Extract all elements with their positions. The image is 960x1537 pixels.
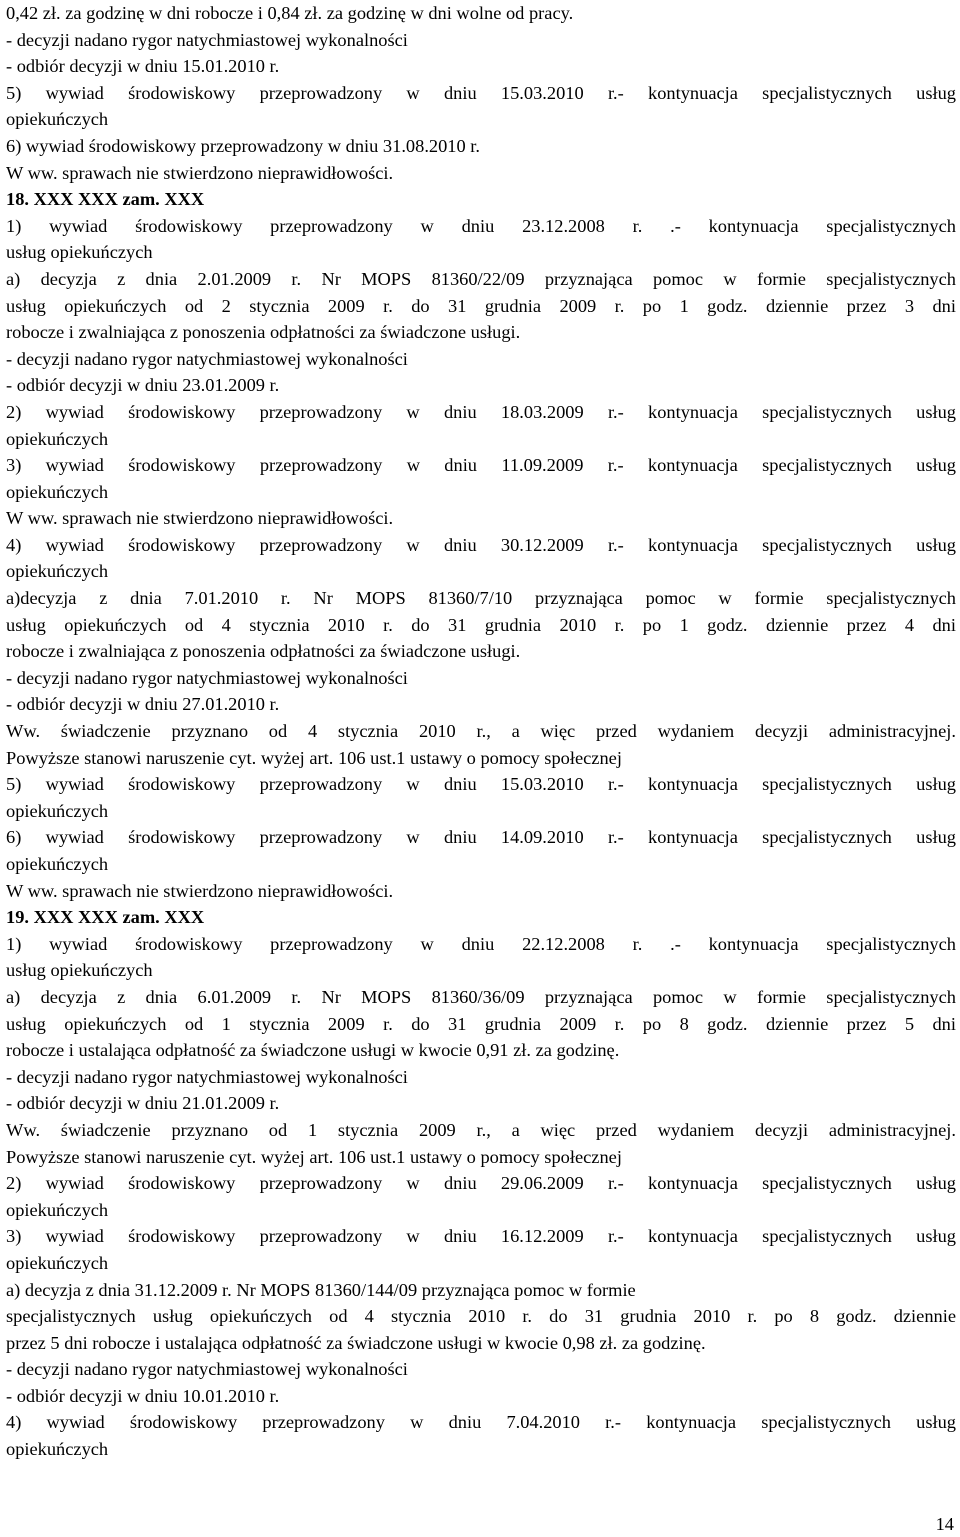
text-line: - decyzji nadano rygor natychmiastowej wykonalności <box>6 667 408 688</box>
text-line: - decyzji nadano rygor natychmiastowej wykonalności <box>6 29 408 50</box>
text-line: - odbiór decyzji w dniu 10.01.2010 r. <box>6 1385 280 1406</box>
section-heading: 19. XXX XXX zam. XXX <box>6 907 205 928</box>
text-line: robocze i ustalająca odpłatność za świadczone usługi w kwocie 0,91 zł. za godzinę. <box>6 1040 620 1061</box>
text-line: 1) wywiad środowiskowy przeprowadzony w dniu 22.12.2008 r. .- kontynuacja specjalistycznych <box>6 933 956 954</box>
text-line: Powyższe stanowi naruszenie cyt. wyżej art. 106 ust.1 ustawy o pomocy społecznej <box>6 747 622 768</box>
text-line: - odbiór decyzji w dniu 23.01.2009 r. <box>6 375 280 396</box>
text-line: Ww. świadczenie przyznano od 4 stycznia 2010 r., a więc przed wydaniem decyzji administracyjnej. <box>6 721 956 742</box>
text-line: a)decyzja z dnia 7.01.2010 r. Nr MOPS 81360/7/10 przyznająca pomoc w formie specjalistycznych <box>6 588 956 609</box>
text-line: usług opiekuńczych od 2 stycznia 2009 r. do 31 grudnia 2009 r. po 1 godz. dziennie przez 3 dni <box>6 295 956 316</box>
text-line: - decyzji nadano rygor natychmiastowej wykonalności <box>6 1066 408 1087</box>
text-line: - odbiór decyzji w dniu 15.01.2010 r. <box>6 56 280 77</box>
text-line: przez 5 dni robocze i ustalająca odpłatność za świadczone usługi w kwocie 0,98 zł. za godzinę. <box>6 1332 706 1353</box>
text-line: opiekuńczych <box>6 1439 109 1460</box>
text-line: specjalistycznych usług opiekuńczych od 4 stycznia 2010 r. do 31 grudnia 2010 r. po 8 godz. dziennie <box>6 1306 956 1327</box>
text-line: usług opiekuńczych od 1 stycznia 2009 r. do 31 grudnia 2009 r. po 8 godz. dziennie przez 5 dni <box>6 1013 956 1034</box>
text-line: 6) wywiad środowiskowy przeprowadzony w dniu 14.09.2010 r.- kontynuacja specjalistycznych usług <box>6 827 956 848</box>
text-line: - odbiór decyzji w dniu 27.01.2010 r. <box>6 694 280 715</box>
text-line: opiekuńczych <box>6 428 109 449</box>
text-line: 3) wywiad środowiskowy przeprowadzony w dniu 16.12.2009 r.- kontynuacja specjalistycznych usług <box>6 1226 956 1247</box>
text-line: Ww. świadczenie przyznano od 1 stycznia 2009 r., a więc przed wydaniem decyzji administracyjnej. <box>6 1119 956 1140</box>
text-line: - decyzji nadano rygor natychmiastowej wykonalności <box>6 1359 408 1380</box>
text-line: 1) wywiad środowiskowy przeprowadzony w dniu 23.12.2008 r. .- kontynuacja specjalistycznych <box>6 215 956 236</box>
text-line: opiekuńczych <box>6 561 109 582</box>
text-line: 0,42 zł. za godzinę w dni robocze i 0,84 zł. za godzinę w dni wolne od pracy. <box>6 3 574 23</box>
text-line: a) decyzja z dnia 2.01.2009 r. Nr MOPS 81360/22/09 przyznająca pomoc w formie specjalistycznych <box>6 268 956 289</box>
text-line: W ww. sprawach nie stwierdzono nieprawidłowości. <box>6 508 394 529</box>
text-line: robocze i zwalniająca z ponoszenia odpłatności za świadczone usługi. <box>6 641 521 662</box>
text-line: Powyższe stanowi naruszenie cyt. wyżej art. 106 ust.1 ustawy o pomocy społecznej <box>6 1146 622 1167</box>
text-line: a) decyzja z dnia 31.12.2009 r. Nr MOPS 81360/144/09 przyznająca pomoc w formie <box>6 1279 636 1300</box>
text-line: 3) wywiad środowiskowy przeprowadzony w dniu 11.09.2009 r.- kontynuacja specjalistycznych usług <box>6 455 956 476</box>
text-line: opiekuńczych <box>6 800 109 821</box>
text-line: - odbiór decyzji w dniu 21.01.2009 r. <box>6 1093 280 1114</box>
text-line: usług opiekuńczych od 4 stycznia 2010 r. do 31 grudnia 2010 r. po 1 godz. dziennie przez 4 dni <box>6 614 956 635</box>
text-line: 5) wywiad środowiskowy przeprowadzony w dniu 15.03.2010 r.- kontynuacja specjalistycznych usług <box>6 82 956 103</box>
text-line: opiekuńczych <box>6 1199 109 1220</box>
text-line: 4) wywiad środowiskowy przeprowadzony w dniu 7.04.2010 r.- kontynuacja specjalistycznych usług <box>6 1412 956 1433</box>
text-line: usług opiekuńczych <box>6 960 153 981</box>
text-line: a) decyzja z dnia 6.01.2009 r. Nr MOPS 81360/36/09 przyznająca pomoc w formie specjalistycznych <box>6 986 956 1007</box>
text-line: opiekuńczych <box>6 481 109 502</box>
text-line: - decyzji nadano rygor natychmiastowej wykonalności <box>6 348 408 369</box>
text-line: 2) wywiad środowiskowy przeprowadzony w dniu 29.06.2009 r.- kontynuacja specjalistycznych usług <box>6 1173 956 1194</box>
text-line: opiekuńczych <box>6 1252 109 1273</box>
document-body <box>6 0 956 1463</box>
text-line: W ww. sprawach nie stwierdzono nieprawidłowości. <box>6 880 394 901</box>
text-line: opiekuńczych <box>6 854 109 874</box>
page-number: 14 <box>935 1514 954 1534</box>
text-line: usług opiekuńczych <box>6 242 153 263</box>
text-line: opiekuńczych <box>6 109 109 130</box>
text-line: 5) wywiad środowiskowy przeprowadzony w dniu 15.03.2010 r.- kontynuacja specjalistycznych usług <box>6 774 956 795</box>
text-line: 6) wywiad środowiskowy przeprowadzony w dniu 31.08.2010 r. <box>6 135 480 156</box>
section-heading: 18. XXX XXX zam. XXX <box>6 189 205 210</box>
text-line: W ww. sprawach nie stwierdzono nieprawidłowości. <box>6 162 394 183</box>
text-line: robocze i zwalniająca z ponoszenia odpłatności za świadczone usługi. <box>6 322 521 343</box>
text-line: 2) wywiad środowiskowy przeprowadzony w dniu 18.03.2009 r.- kontynuacja specjalistycznych usług <box>6 401 956 422</box>
text-line: 4) wywiad środowiskowy przeprowadzony w dniu 30.12.2009 r.- kontynuacja specjalistycznych usług <box>6 534 956 555</box>
